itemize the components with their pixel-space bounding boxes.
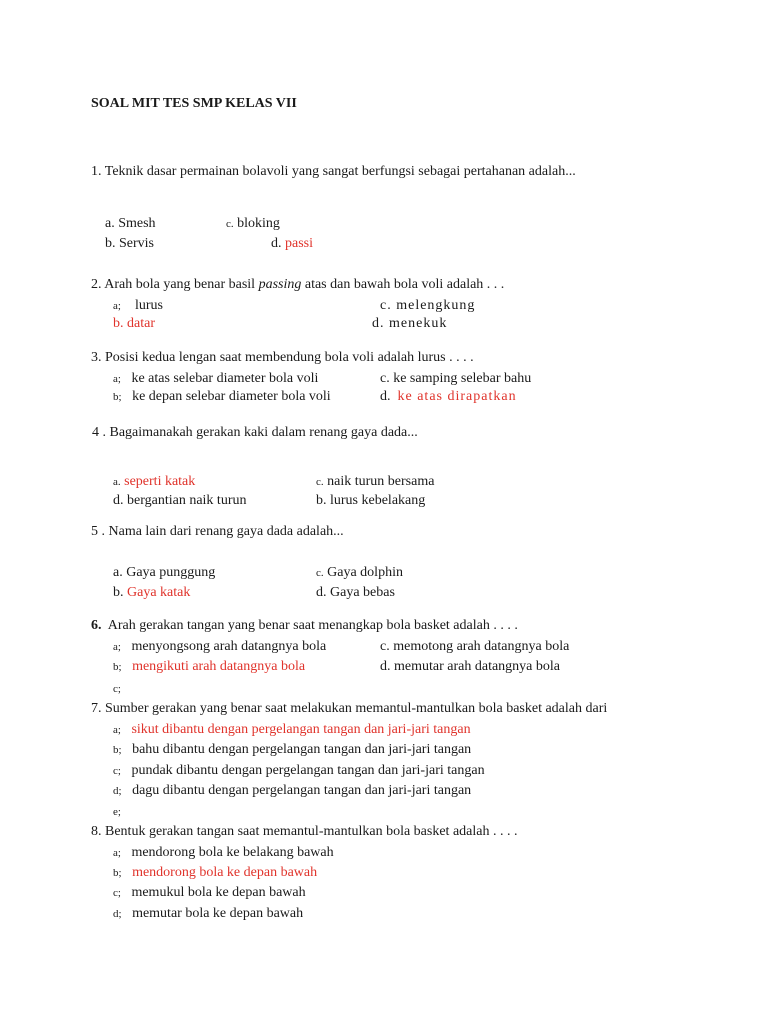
q8-option-a: a; mendorong bola ke belakang bawah <box>113 845 334 860</box>
q8-answer: mendorong bola ke depan bawah <box>132 865 318 880</box>
q8-option-d: d; memutar bola ke depan bawah <box>113 906 304 921</box>
q5-option-b: b. Gaya katak <box>113 585 191 600</box>
question-6-text: 6. Arah gerakan tangan yang benar saat menangkap bola basket adalah . . . . <box>91 618 518 633</box>
q4-option-a: a. seperti katak <box>113 474 196 489</box>
q6-option-a: a; menyongsong arah datangnya bola <box>113 639 327 654</box>
q5-answer: Gaya katak <box>127 585 191 600</box>
page-title: SOAL MIT TES SMP KELAS VII <box>91 96 297 111</box>
q2-option-a: a; lurus <box>113 298 163 313</box>
question-8-text: 8. Bentuk gerakan tangan saat memantul-mantulkan bola basket adalah . . . . <box>91 824 518 839</box>
q1-option-b: b. Servis <box>105 236 154 251</box>
question-4-text: 4 . Bagaimanakah gerakan kaki dalam renang gaya dada... <box>92 425 418 440</box>
q3-option-c: c. ke samping selebar bahu <box>380 371 532 386</box>
q5-option-c: c. Gaya dolphin <box>316 565 403 580</box>
q6-option-extra: c; <box>113 683 121 695</box>
q7-answer: sikut dibantu dengan pergelangan tangan dan jari-jari tangan <box>131 722 471 737</box>
q3-answer: ke atas dirapatkan <box>397 389 517 404</box>
q7-option-d: d; dagu dibantu dengan pergelangan tangan dan jari-jari tangan <box>113 783 472 798</box>
q7-option-a: a; sikut dibantu dengan pergelangan tangan dan jari-jari tangan <box>113 722 471 737</box>
q4-option-c: c. naik turun bersama <box>316 474 435 489</box>
question-1-text: 1. Teknik dasar permainan bolavoli yang sangat berfungsi sebagai pertahanan adalah... <box>91 164 576 179</box>
q6-answer: mengikuti arah datangnya bola <box>132 659 306 674</box>
q1-answer: passi <box>285 236 313 251</box>
q4-option-d: d. bergantian naik turun <box>113 493 247 508</box>
question-3-text: 3. Posisi kedua lengan saat membendung bola voli adalah lurus . . . . <box>91 350 474 365</box>
q6-option-b: b; mengikuti arah datangnya bola <box>113 659 306 674</box>
q7-option-b: b; bahu dibantu dengan pergelangan tangan dan jari-jari tangan <box>113 742 472 757</box>
q1-option-c: c. bloking <box>226 216 280 231</box>
question-7-text: 7. Sumber gerakan yang benar saat melakukan memantul-mantulkan bola basket adalah dari <box>91 701 608 716</box>
q4-answer: seperti katak <box>124 474 196 489</box>
q1-option-a: a. Smesh <box>105 216 156 231</box>
q3-option-a: a; ke atas selebar diameter bola voli <box>113 371 319 386</box>
q3-option-b: b; ke depan selebar diameter bola voli <box>113 389 331 404</box>
q6-option-c: c. memotong arah datangnya bola <box>380 639 570 654</box>
q1-option-d: d. passi <box>271 236 313 251</box>
question-5-text: 5 . Nama lain dari renang gaya dada adalah... <box>91 524 344 539</box>
q3-option-d: d. ke atas dirapatkan <box>380 389 517 404</box>
q2-option-c: c. melengkung <box>380 298 476 313</box>
q7-option-c: c; pundak dibantu dengan pergelangan tangan dan jari-jari tangan <box>113 763 485 778</box>
q5-option-d: d. Gaya bebas <box>316 585 395 600</box>
q8-option-c: c; memukul bola ke depan bawah <box>113 885 306 900</box>
q2-option-b-answer: b. datar <box>113 316 155 331</box>
q6-option-d: d. memutar arah datangnya bola <box>380 659 560 674</box>
q2-option-d: d. menekuk <box>372 316 448 331</box>
q7-option-e: e; <box>113 806 121 818</box>
question-2-text: 2. Arah bola yang benar basil passing atas dan bawah bola voli adalah . . . <box>91 277 505 292</box>
q4-option-b: b. lurus kebelakang <box>316 493 426 508</box>
q8-option-b: b; mendorong bola ke depan bawah <box>113 865 318 880</box>
q5-option-a: a. Gaya punggung <box>113 565 216 580</box>
